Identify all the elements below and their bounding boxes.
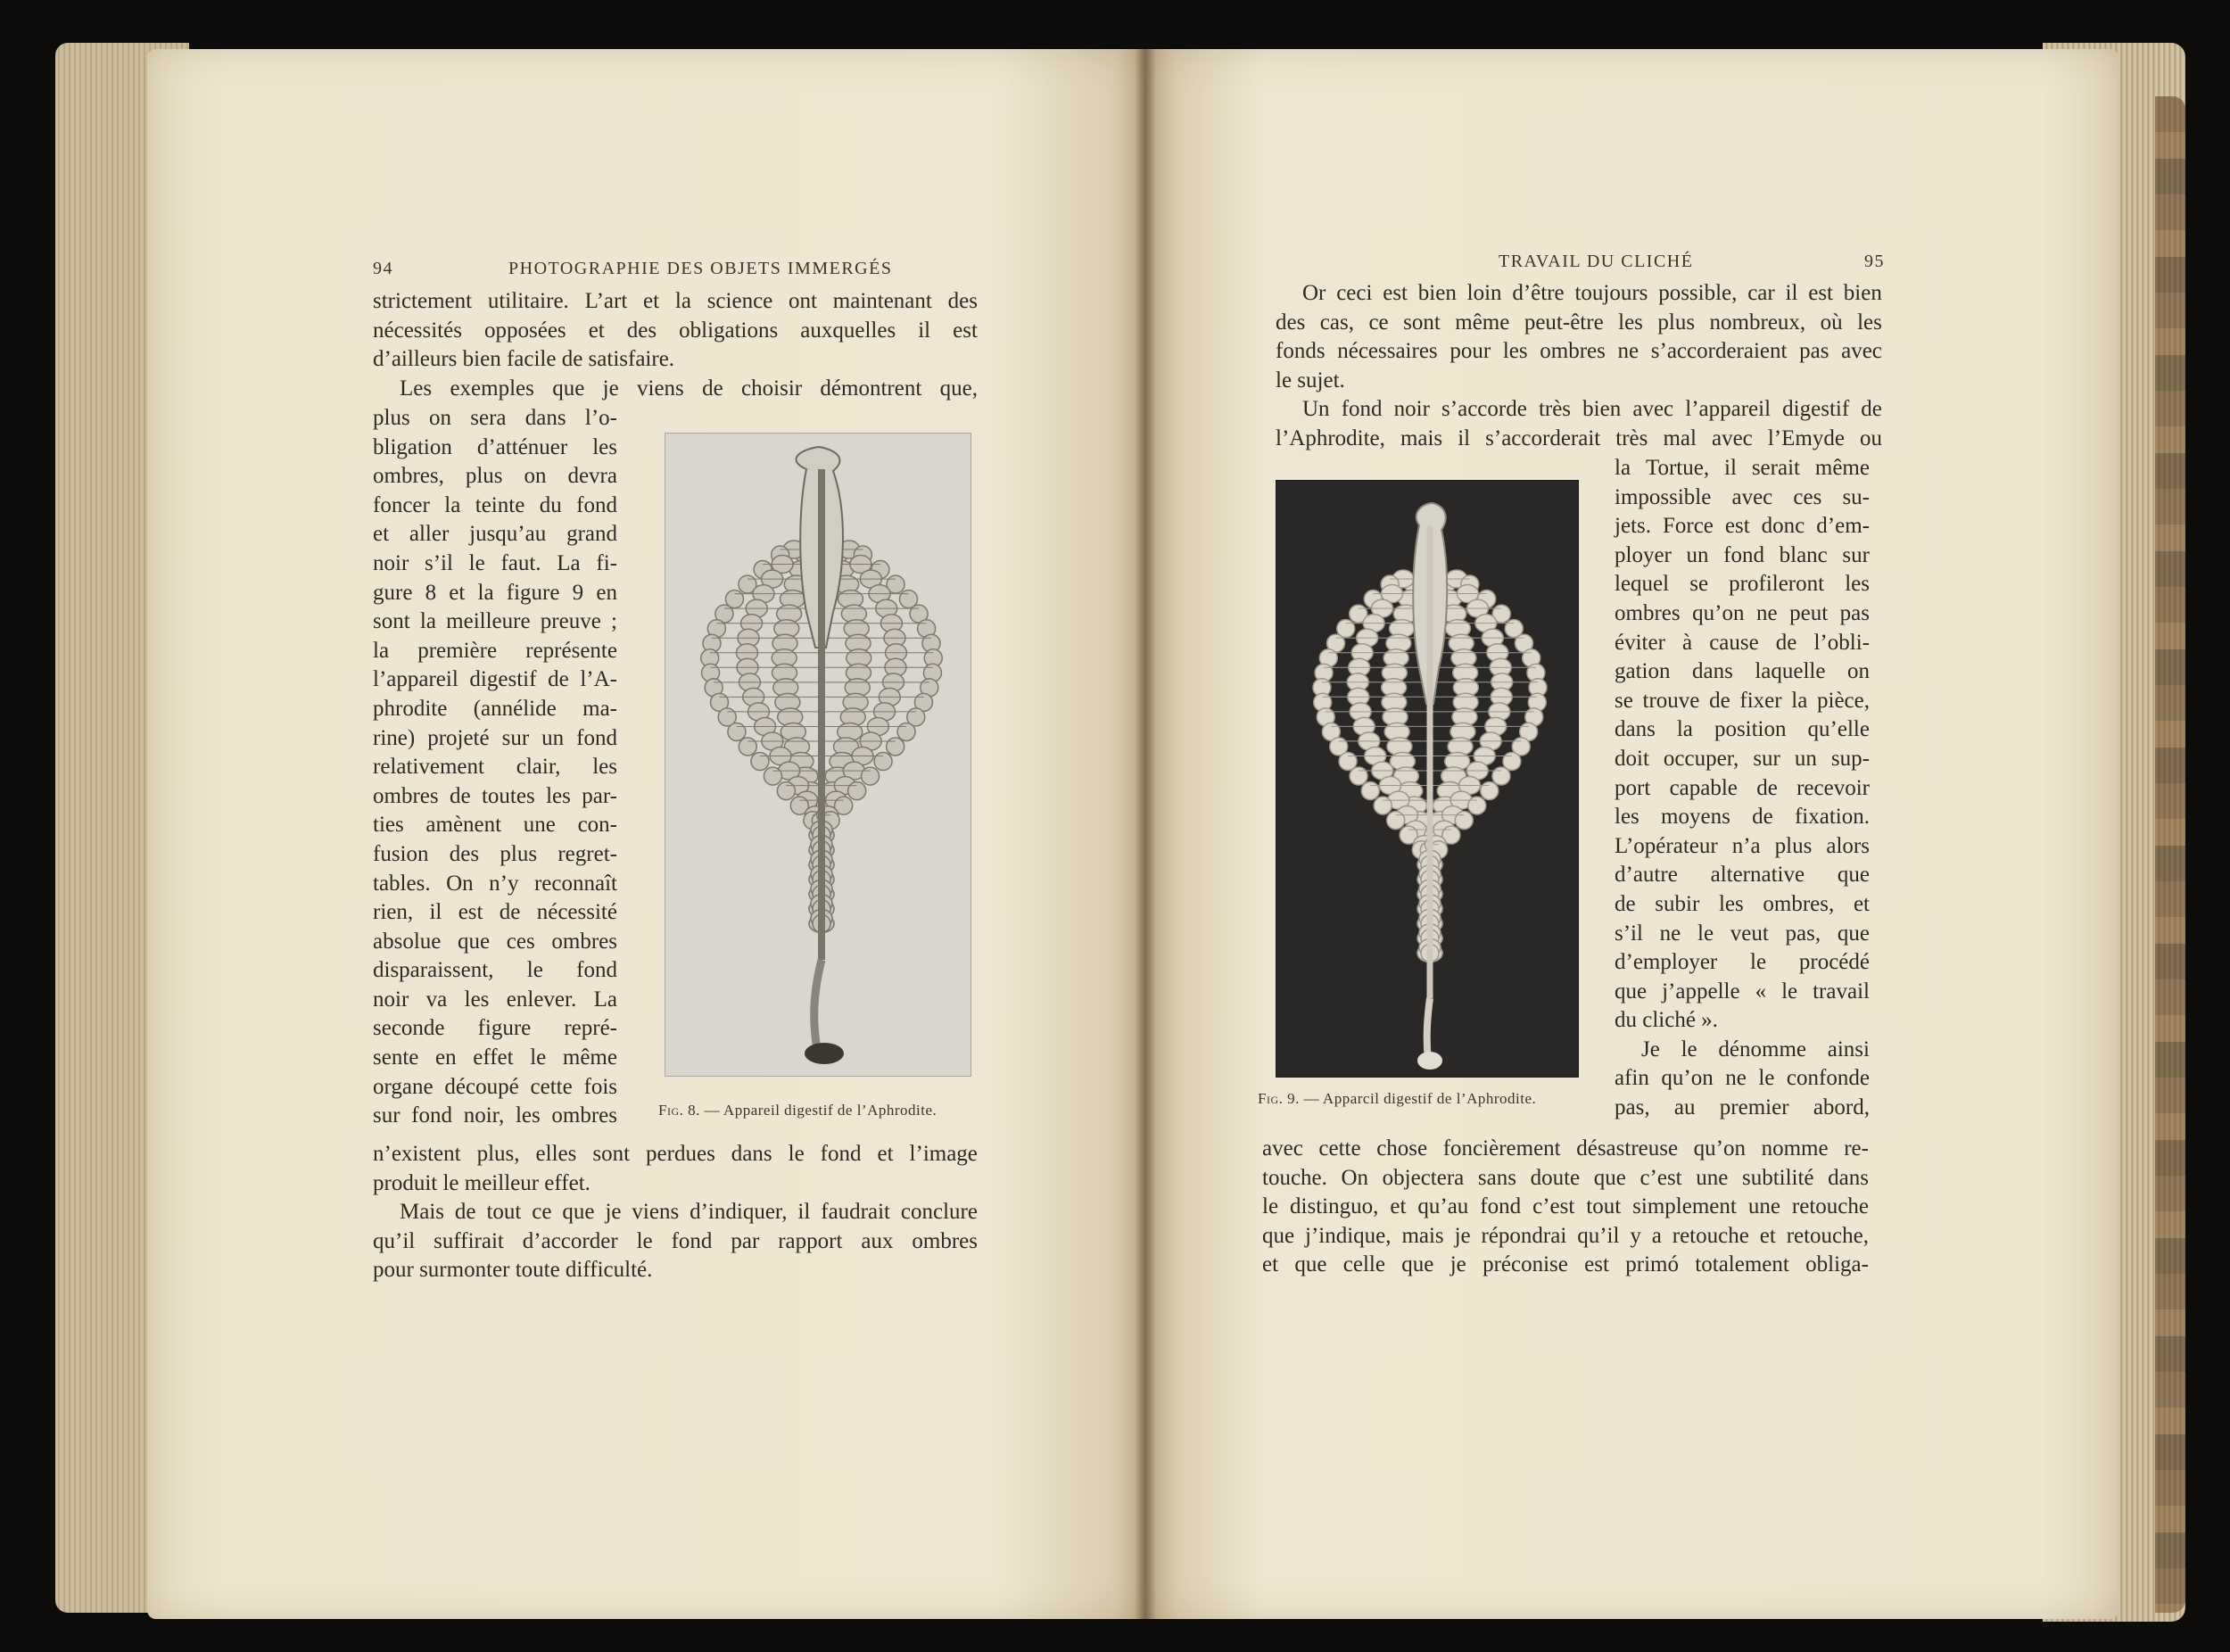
text-line: la Tortue, il serait même — [1615, 456, 1870, 480]
text-line: nécessités opposées et des obligations auxquelles il est — [373, 318, 978, 343]
figure-9-caption-text: — Apparcil digestif de l’Aphrodite. — [1303, 1090, 1537, 1107]
text-line: noir s’il le faut. La fi- — [373, 550, 617, 575]
right-page-number: 95 — [1864, 252, 1885, 271]
text-line: et aller jusqu’au grand — [373, 522, 617, 547]
text-line: afin qu’on ne le confonde — [1615, 1066, 1870, 1091]
text-line: L’opérateur n’a plus alors — [1615, 833, 1870, 858]
figure-8-plate — [665, 433, 971, 1077]
text-line: gure 8 et la figure 9 en — [373, 580, 617, 605]
text-line: rien, il est de nécessité — [373, 900, 617, 925]
text-line: ployer un fond blanc sur — [1615, 542, 1870, 567]
text-line: produit le meilleur effet. — [373, 1170, 591, 1195]
text-line: Je le dénomme ainsi — [1641, 1037, 1870, 1061]
text-line: foncer la teinte du fond — [373, 492, 617, 517]
left-text-top — [373, 287, 978, 403]
text-line: plus on sera dans l’o- — [373, 406, 617, 430]
lobe-shape — [728, 723, 746, 740]
text-line: pas, au premier abord, — [1615, 1095, 1870, 1120]
lobe-shape — [1387, 812, 1405, 830]
text-line: Un fond noir s’accorde très bien avec l’appareil digestif de — [1302, 397, 1882, 422]
text-line: jets. Force est donc d’em- — [1615, 514, 1870, 539]
lobe-shape — [1350, 767, 1367, 785]
text-line: seconde figure repré- — [373, 1016, 617, 1041]
text-line: d’autre alternative que — [1615, 863, 1870, 888]
left-text-column — [373, 404, 617, 1131]
aphrodite-digestive-illustration-light — [665, 434, 970, 1076]
text-line: sur fond noir, les ombres — [373, 1103, 617, 1128]
text-line: n’existent plus, elles sont perdues dans le fond et l’image — [373, 1142, 978, 1166]
text-line: phrodite (annélide ma- — [373, 696, 617, 721]
left-running-head: PHOTOGRAPHIE DES OBJETS IMMERGÉS — [508, 259, 893, 278]
text-line: pour surmonter toute difficulté. — [373, 1258, 653, 1283]
text-line: qu’il suffirait d’accorder le fond par rapport aux ombres — [373, 1228, 978, 1253]
text-line: Mais de tout ce que je viens d’indiquer, il faudrait conclure — [400, 1200, 978, 1225]
text-line: tables. On n’y reconnaît — [373, 871, 617, 896]
lobe-shape — [862, 767, 880, 785]
book-gutter — [1135, 49, 1156, 1619]
text-line: que j’indique, mais je répondrai qu’il y a retouche et retouche, — [1262, 1223, 1869, 1248]
lobe-shape — [1339, 752, 1357, 770]
text-line: éviter à cause de l’obli- — [1615, 630, 1870, 655]
text-line: disparaissent, le fond — [373, 958, 617, 983]
figure-8-caption — [658, 1102, 937, 1119]
text-line: Or ceci est bien loin d’être toujours possible, car il est bien — [1302, 281, 1882, 305]
text-line: impossible avec ces su- — [1615, 484, 1870, 509]
lobe-shape — [1468, 797, 1486, 814]
lobe-shape — [1361, 782, 1379, 800]
lobe-shape — [764, 767, 781, 785]
text-line: fonds nécessaires pour les ombres ne s’accorderaient pas avec — [1276, 339, 1882, 364]
text-line: port capable de recevoir — [1615, 775, 1870, 800]
figure-9-caption — [1258, 1090, 1536, 1108]
figure-9-label: Fig. 9. — [1258, 1090, 1300, 1107]
text-line: ombres qu’on ne peut pas — [1615, 600, 1870, 625]
text-line: noir va les enlever. La — [373, 987, 617, 1012]
text-line: le sujet. — [1276, 368, 1345, 392]
lobe-shape — [751, 753, 769, 771]
text-line: du cliché ». — [1615, 1008, 1718, 1033]
text-line: l’Aphrodite, mais il s’accorderait très mal avec l’Emyde ou — [1276, 425, 1882, 450]
text-line: de subir les ombres, et — [1615, 891, 1870, 916]
right-text-top — [1276, 279, 1882, 454]
text-line: Les exemples que je viens de choisir démontrent que, — [400, 376, 978, 401]
text-line: absolue que ces ombres — [373, 929, 617, 954]
figure-8-label: Fig. 8. — [658, 1102, 700, 1119]
text-line: rine) projeté sur un fond — [373, 725, 617, 750]
text-line: dans la position qu’elle — [1615, 717, 1870, 742]
text-line: fusion des plus regret- — [373, 841, 617, 866]
text-line: d’employer le procédé — [1615, 950, 1870, 975]
lobe-shape — [777, 782, 795, 800]
text-line: bligation d’atténuer les — [373, 434, 617, 459]
lobe-shape — [1481, 782, 1499, 800]
lobe-shape — [887, 738, 904, 756]
text-line: gation dans laquelle on — [1615, 659, 1870, 684]
text-line: se trouve de fixer la pièce, — [1615, 688, 1870, 713]
right-text-bottom — [1262, 1135, 1869, 1280]
text-line: strictement utilitaire. L’art et la science ont maintenant des — [373, 289, 978, 313]
text-line: lequel se profileront les — [1615, 572, 1870, 597]
text-line: ombres de toutes les par- — [373, 783, 617, 808]
lobe-shape — [1374, 797, 1392, 814]
text-line: l’appareil digestif de l’A- — [373, 667, 617, 692]
text-line: les moyens de fixation. — [1615, 805, 1870, 830]
left-page — [147, 49, 1146, 1619]
text-line: et que celle que je préconise est primó totalement obliga- — [1262, 1252, 1869, 1277]
text-line: sente en effet le même — [373, 1045, 617, 1070]
left-text-bottom — [373, 1140, 978, 1285]
lobe-shape — [848, 782, 866, 800]
lobe-shape — [897, 723, 915, 740]
lobe-shape — [1455, 812, 1473, 830]
lobe-shape — [874, 753, 892, 771]
text-line: touche. On objectera sans doute que c’est une subtilité dans — [1262, 1165, 1869, 1190]
right-text-column — [1615, 454, 1870, 1123]
text-line: d’ailleurs bien facile de satisfaire. — [373, 347, 675, 372]
text-line: doit occuper, sur un sup- — [1615, 746, 1870, 771]
lobe-shape — [1492, 767, 1510, 785]
text-line: ties amènent une con- — [373, 813, 617, 838]
text-line: que j’appelle « le travail — [1615, 979, 1870, 1004]
text-line: s’il ne le veut pas, que — [1615, 921, 1870, 946]
text-line: ombres, plus on devra — [373, 464, 617, 489]
text-line: relativement clair, les — [373, 755, 617, 780]
lobe-shape — [1503, 752, 1521, 770]
text-line: organe découpé cette fois — [373, 1074, 617, 1099]
right-running-head: TRAVAIL DU CLICHÉ — [1499, 252, 1694, 271]
text-line: le distinguo, et qu’au fond c’est tout simplement une retouche — [1262, 1194, 1869, 1219]
text-line: la première représente — [373, 638, 617, 663]
lobe-shape — [739, 738, 756, 756]
text-line: des cas, ce sont même peut-être les plus nombreux, où les — [1276, 310, 1882, 335]
text-line: sont la meilleure preuve ; — [373, 609, 617, 634]
figure-8-caption-text: — Appareil digestif de l’Aphrodite. — [704, 1102, 937, 1119]
text-line: avec cette chose foncièrement désastreuse qu’on nomme re- — [1262, 1136, 1869, 1161]
figure-9-plate — [1276, 480, 1579, 1078]
aphrodite-digestive-illustration-dark — [1276, 481, 1578, 1077]
left-page-number: 94 — [373, 259, 393, 278]
